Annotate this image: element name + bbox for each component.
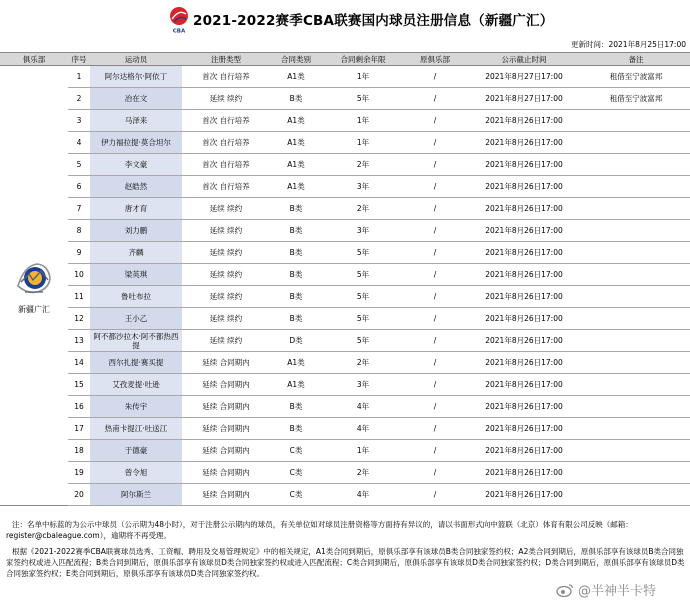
deadline: 2021年8月26日17:00 <box>466 132 582 154</box>
reg-type: 延续 续约 <box>182 88 270 110</box>
remark <box>582 418 690 440</box>
watermark-text: @半神半卡特 <box>578 584 657 599</box>
player-name <box>90 66 182 88</box>
deadline: 2021年8月26日17:00 <box>466 198 582 220</box>
row-no: 5 <box>68 154 90 176</box>
cba-logo-icon <box>168 6 190 34</box>
deadline: 2021年8月26日17:00 <box>466 484 582 506</box>
deadline: 2021年8月26日17:00 <box>466 330 582 352</box>
deadline: 2021年8月26日17:00 <box>466 220 582 242</box>
table-body <box>0 66 690 506</box>
col-prev-club: 原俱乐部 <box>404 53 466 66</box>
table-row <box>0 132 690 154</box>
table-row <box>0 330 690 352</box>
years-left: 1年 <box>322 110 404 132</box>
prev-club: / <box>404 374 466 396</box>
contract-type: C类 <box>270 484 322 506</box>
contract-type: A1类 <box>270 110 322 132</box>
player-name <box>90 462 182 484</box>
deadline: 2021年8月26日17:00 <box>466 308 582 330</box>
years-left: 5年 <box>322 330 404 352</box>
remark <box>582 264 690 286</box>
table-row <box>0 154 690 176</box>
prev-club: / <box>404 352 466 374</box>
reg-type: 首次 自行培养 <box>182 110 270 132</box>
player-name-text: 王小乙 <box>124 314 148 323</box>
contract-type: A1类 <box>270 176 322 198</box>
player-name-text: 于德豪 <box>124 446 148 455</box>
contract-type: B类 <box>270 308 322 330</box>
prev-club: / <box>404 154 466 176</box>
years-left: 5年 <box>322 308 404 330</box>
player-name <box>90 374 182 396</box>
player-name-text: 唐才育 <box>124 204 148 213</box>
prev-club: / <box>404 418 466 440</box>
years-left: 4年 <box>322 484 404 506</box>
prev-club: / <box>404 286 466 308</box>
deadline: 2021年8月26日17:00 <box>466 462 582 484</box>
weibo-icon <box>556 583 574 597</box>
prev-club: / <box>404 66 466 88</box>
table-row <box>0 264 690 286</box>
player-name <box>90 330 182 352</box>
prev-club: / <box>404 242 466 264</box>
col-contract-type: 合同类别 <box>270 53 322 66</box>
table-row <box>0 198 690 220</box>
player-name-text: 艾孜麦提·吐逊 <box>112 380 160 389</box>
table-row <box>0 418 690 440</box>
update-time: 更新时间：2021年8月25日17:00 <box>570 40 686 49</box>
years-left: 4年 <box>322 418 404 440</box>
note-public-notice: 注：名单中标蓝的为公示中球员（公示期为48小时），对于注册公示期内的球员，有关单位如对球员注册资格等方面持有异议的，请以书面形式向中篮联（北京）体育有限公司反映（邮箱：register@cbaleague.com），逾期将不再受理。 <box>6 520 633 540</box>
reg-type: 首次 自行培养 <box>182 132 270 154</box>
player-name <box>90 198 182 220</box>
remark <box>582 198 690 220</box>
reg-type: 延续 合同期内 <box>182 484 270 506</box>
player-name <box>90 418 182 440</box>
table-row <box>0 110 690 132</box>
player-name-text: 齐麟 <box>128 248 144 257</box>
years-left: 2年 <box>322 154 404 176</box>
deadline: 2021年8月26日17:00 <box>466 176 582 198</box>
remark <box>582 132 690 154</box>
prev-club: / <box>404 308 466 330</box>
prev-club: / <box>404 88 466 110</box>
table-row <box>0 88 690 110</box>
row-no: 9 <box>68 242 90 264</box>
row-no: 19 <box>68 462 90 484</box>
years-left: 3年 <box>322 176 404 198</box>
reg-type: 延续 续约 <box>182 286 270 308</box>
years-left: 5年 <box>322 242 404 264</box>
player-name-text: 鲁吐布拉 <box>121 292 151 301</box>
prev-club: / <box>404 176 466 198</box>
remark <box>582 220 690 242</box>
contract-type: B类 <box>270 242 322 264</box>
club-cell <box>0 66 68 506</box>
reg-type: 延续 合同期内 <box>182 418 270 440</box>
remark <box>582 396 690 418</box>
deadline: 2021年8月26日17:00 <box>466 352 582 374</box>
col-club: 俱乐部 <box>0 53 68 66</box>
years-left: 2年 <box>322 198 404 220</box>
remark <box>582 462 690 484</box>
row-no: 11 <box>68 286 90 308</box>
player-name-text: 热甫卡提江·吐送江 <box>104 424 168 433</box>
player-name-text: 梁英琪 <box>124 270 148 279</box>
contract-type: B类 <box>270 220 322 242</box>
years-left: 1年 <box>322 132 404 154</box>
row-no: 18 <box>68 440 90 462</box>
player-name <box>90 242 182 264</box>
deadline: 2021年8月26日17:00 <box>466 396 582 418</box>
prev-club: / <box>404 330 466 352</box>
col-deadline: 公示截止时间 <box>466 53 582 66</box>
contract-type: B类 <box>270 88 322 110</box>
row-no: 2 <box>68 88 90 110</box>
row-no: 12 <box>68 308 90 330</box>
col-player: 运动员 <box>90 53 182 66</box>
page-header <box>0 0 690 48</box>
remark <box>582 330 690 352</box>
player-name <box>90 88 182 110</box>
years-left: 5年 <box>322 264 404 286</box>
remark: 租借至宁波富邦 <box>582 88 690 110</box>
table-row <box>0 374 690 396</box>
contract-type: B类 <box>270 418 322 440</box>
player-name-text: 西尔扎提·赛买提 <box>108 358 164 367</box>
prev-club: / <box>404 264 466 286</box>
remark <box>582 484 690 506</box>
prev-club: / <box>404 396 466 418</box>
player-name-text: 赵皓然 <box>124 182 148 191</box>
club-emblem-icon <box>15 256 53 300</box>
remark <box>582 176 690 198</box>
contract-type: A1类 <box>270 66 322 88</box>
player-name-text: 伊力福拉提·莫合坦尔 <box>101 138 171 147</box>
contract-type: A1类 <box>270 132 322 154</box>
deadline: 2021年8月26日17:00 <box>466 264 582 286</box>
reg-type: 首次 自行培养 <box>182 154 270 176</box>
years-left: 2年 <box>322 352 404 374</box>
row-no: 13 <box>68 330 90 352</box>
col-no: 序号 <box>68 53 90 66</box>
col-remark: 备注 <box>582 53 690 66</box>
prev-club: / <box>404 132 466 154</box>
logo-text: CBA <box>172 28 186 34</box>
prev-club: / <box>404 462 466 484</box>
deadline: 2021年8月26日17:00 <box>466 242 582 264</box>
row-no: 6 <box>68 176 90 198</box>
player-name <box>90 484 182 506</box>
prev-club: / <box>404 110 466 132</box>
reg-type: 延续 合同期内 <box>182 462 270 484</box>
row-no: 3 <box>68 110 90 132</box>
player-name-text: 阿尔斯兰 <box>121 490 151 499</box>
table-row <box>0 308 690 330</box>
remark <box>582 242 690 264</box>
player-name <box>90 264 182 286</box>
row-no: 17 <box>68 418 90 440</box>
table-row <box>0 176 690 198</box>
reg-type: 延续 续约 <box>182 308 270 330</box>
player-name-text: 冶在文 <box>124 94 148 103</box>
deadline: 2021年8月26日17:00 <box>466 286 582 308</box>
table-row <box>0 352 690 374</box>
years-left: 3年 <box>322 220 404 242</box>
deadline: 2021年8月26日17:00 <box>466 418 582 440</box>
player-name-text: 阿不都沙拉木·阿不都热西提 <box>93 331 179 350</box>
years-left: 2年 <box>322 462 404 484</box>
row-no: 14 <box>68 352 90 374</box>
reg-type: 延续 合同期内 <box>182 374 270 396</box>
row-no: 8 <box>68 220 90 242</box>
col-years-left: 合同剩余年限 <box>322 53 404 66</box>
years-left: 1年 <box>322 66 404 88</box>
contract-type: B类 <box>270 396 322 418</box>
roster-table <box>0 52 690 506</box>
watermark <box>556 580 656 599</box>
table-row <box>0 396 690 418</box>
table-row <box>0 220 690 242</box>
table-row <box>0 66 690 88</box>
reg-type: 延续 合同期内 <box>182 396 270 418</box>
contract-type: B类 <box>270 264 322 286</box>
row-no: 20 <box>68 484 90 506</box>
player-name <box>90 308 182 330</box>
remark <box>582 110 690 132</box>
contract-type: A1类 <box>270 374 322 396</box>
note-contract-rules: 根据《2021-2022赛季CBA联赛球员选秀、工资帽、聘用及交易管理规定》中的相关规定，A1类合同到期后，原俱乐部享有该球员B类合同独家签约权；A2类合同到期后，原俱乐部享有该球员B类合同独家签约权或进入匹配流程；B类合同到期后，原俱乐部享有该球员D类合同独家签约权或进入匹配流程；C类合同到期后，原俱乐部享有该球员D类合同独家签约权；D类合同到期后，原俱乐部享有该球员D类合同独家签约权；E类合同到期后，原俱乐部享有该球员D类合同独家签约权。 <box>6 547 685 578</box>
contract-type: B类 <box>270 198 322 220</box>
player-name-text: 阿尔达格尔·阿依丁 <box>104 72 168 81</box>
player-name <box>90 440 182 462</box>
remark <box>582 374 690 396</box>
years-left: 1年 <box>322 440 404 462</box>
years-left: 3年 <box>322 374 404 396</box>
club-block <box>0 256 68 315</box>
prev-club: / <box>404 440 466 462</box>
deadline: 2021年8月26日17:00 <box>466 110 582 132</box>
deadline: 2021年8月27日17:00 <box>466 66 582 88</box>
player-name <box>90 220 182 242</box>
table-row <box>0 484 690 506</box>
row-no: 4 <box>68 132 90 154</box>
deadline: 2021年8月26日17:00 <box>466 440 582 462</box>
contract-type: A1类 <box>270 154 322 176</box>
player-name-text: 曾令旭 <box>124 468 148 477</box>
player-name <box>90 110 182 132</box>
reg-type: 延续 续约 <box>182 264 270 286</box>
reg-type: 首次 自行培养 <box>182 66 270 88</box>
player-name <box>90 396 182 418</box>
remark <box>582 154 690 176</box>
notes <box>6 519 690 584</box>
years-left: 5年 <box>322 88 404 110</box>
prev-club: / <box>404 484 466 506</box>
player-name-text: 李文豪 <box>124 160 148 169</box>
player-name-text: 朱传宇 <box>124 402 148 411</box>
contract-type: B类 <box>270 286 322 308</box>
row-no: 15 <box>68 374 90 396</box>
reg-type: 延续 合同期内 <box>182 352 270 374</box>
player-name-text: 刘力鹏 <box>124 226 148 235</box>
prev-club: / <box>404 220 466 242</box>
years-left: 4年 <box>322 396 404 418</box>
reg-type: 延续 合同期内 <box>182 440 270 462</box>
remark <box>582 308 690 330</box>
contract-type: A1类 <box>270 352 322 374</box>
player-name <box>90 286 182 308</box>
deadline: 2021年8月26日17:00 <box>466 154 582 176</box>
contract-type: C类 <box>270 462 322 484</box>
table-row <box>0 242 690 264</box>
prev-club: / <box>404 198 466 220</box>
club-name: 新疆广汇 <box>18 305 50 314</box>
page-title: 2021-2022赛季CBA联赛国内球员注册信息（新疆广汇） <box>193 13 554 29</box>
row-no: 1 <box>68 66 90 88</box>
reg-type: 延续 续约 <box>182 242 270 264</box>
table-header-row <box>0 53 690 66</box>
reg-type: 首次 自行培养 <box>182 176 270 198</box>
table-row <box>0 462 690 484</box>
reg-type: 延续 续约 <box>182 198 270 220</box>
col-reg-type: 注册类型 <box>182 53 270 66</box>
contract-type: C类 <box>270 440 322 462</box>
player-name-text: 马泽来 <box>124 116 148 125</box>
row-no: 16 <box>68 396 90 418</box>
remark <box>582 286 690 308</box>
reg-type: 延续 续约 <box>182 220 270 242</box>
deadline: 2021年8月27日17:00 <box>466 88 582 110</box>
deadline: 2021年8月26日17:00 <box>466 374 582 396</box>
row-no: 7 <box>68 198 90 220</box>
player-name <box>90 176 182 198</box>
contract-type: D类 <box>270 330 322 352</box>
player-name <box>90 154 182 176</box>
remark <box>582 352 690 374</box>
player-name <box>90 132 182 154</box>
player-name <box>90 352 182 374</box>
table-row <box>0 440 690 462</box>
years-left: 5年 <box>322 286 404 308</box>
table-row <box>0 286 690 308</box>
remark: 租借至宁波富邦 <box>582 66 690 88</box>
remark <box>582 440 690 462</box>
row-no: 10 <box>68 264 90 286</box>
reg-type: 延续 续约 <box>182 330 270 352</box>
